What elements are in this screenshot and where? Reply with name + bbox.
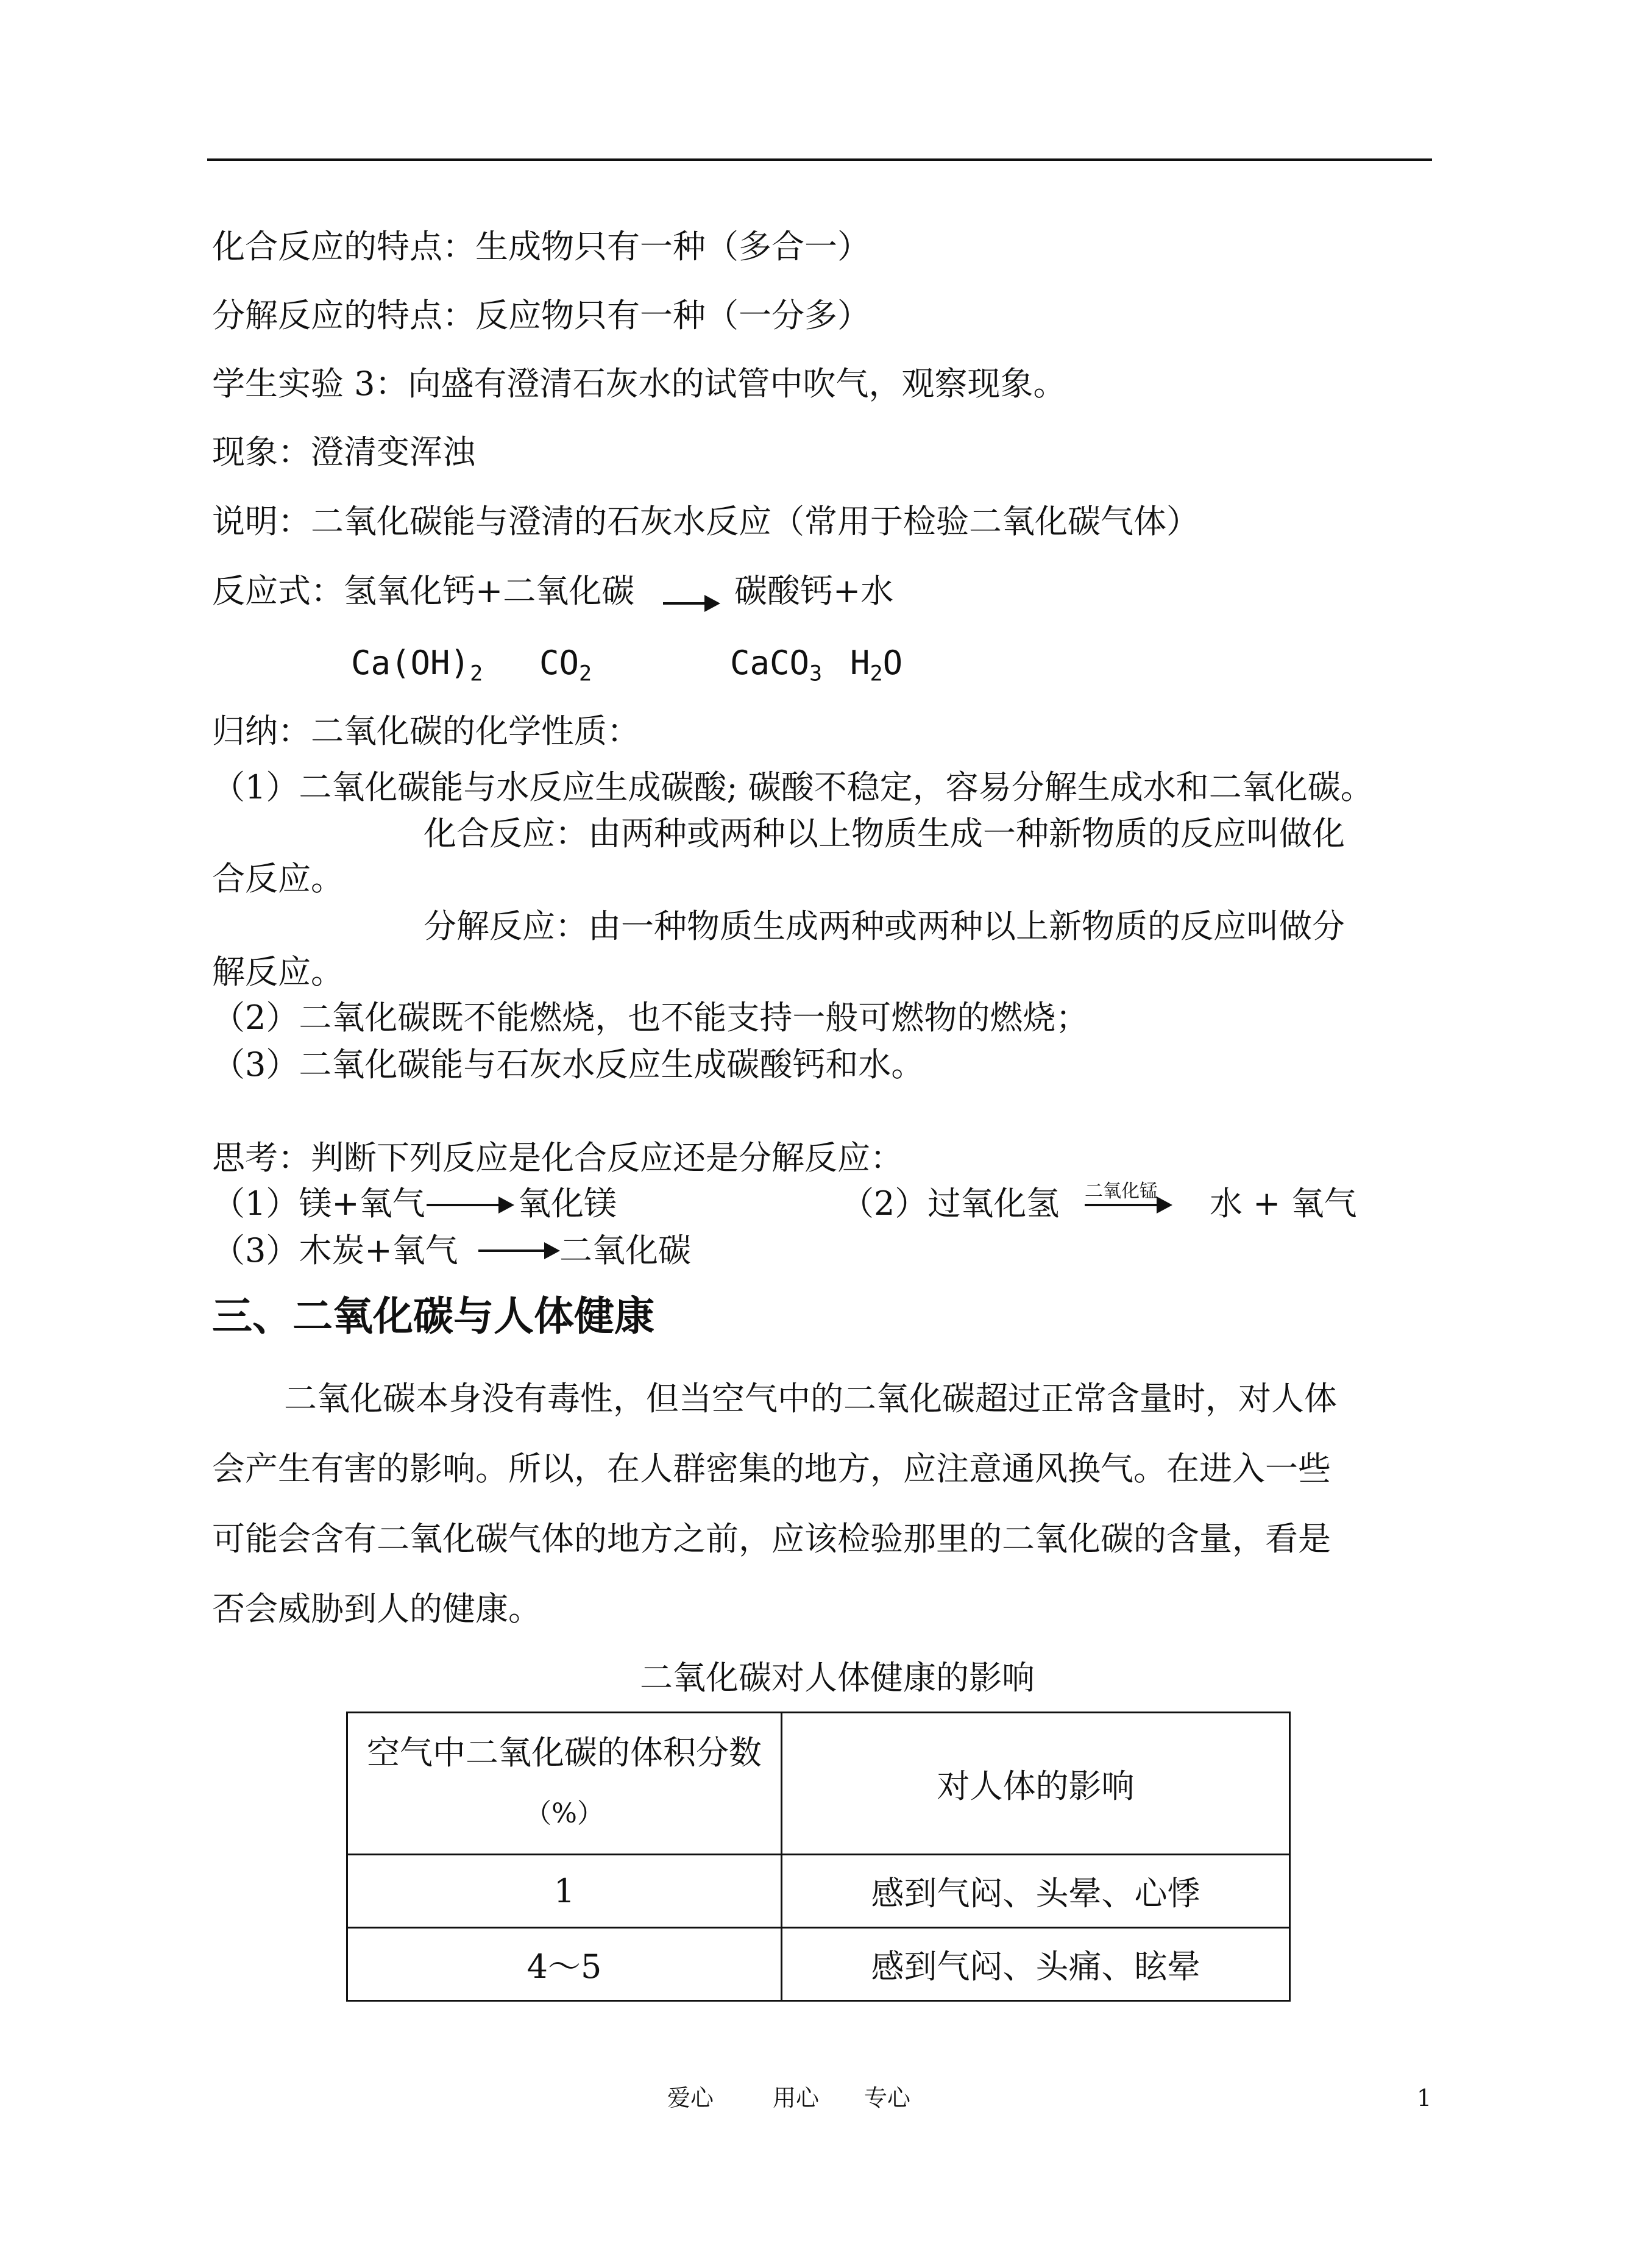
table-cell: 4～5 [347,1928,782,2001]
footer-right: 专心 [864,2085,911,2111]
reaction-1-left: （1）镁+氧气 [212,1184,425,1223]
text-line: 化合反应的特点：生成物只有一种（多合一） [212,227,870,266]
text-line: 化合反应：由两种或两种以上物质生成一种新物质的反应叫做化 [424,814,1345,853]
text-line: 思考：判断下列反应是化合反应还是分解反应： [212,1139,903,1177]
section-heading: 三、二氧化碳与人体健康 [212,1293,654,1340]
footer-middle: 用心 [773,2085,820,2111]
formula-h2o: $H_2O$ [850,644,903,686]
reaction-3-arrow-icon [478,1250,558,1252]
paragraph-line: 会产生有害的影响。所以，在人群密集的地方，应注意通风换气。在进入一些 [212,1449,1331,1488]
table-header-cell: 对人体的影响 [782,1713,1290,1855]
table-header-cell: 空气中二氧化碳的体积分数 （%） [347,1713,782,1855]
reaction-3-right: 二氧化碳 [559,1231,691,1270]
text-line: 归纳：二氧化碳的化学性质： [212,712,640,750]
reaction-2-arrow-icon [1085,1204,1170,1206]
table-row [347,1855,1290,1928]
text-line: 解反应。 [212,953,344,991]
footer-left: 爱心 [667,2085,714,2111]
reaction-arrow-icon [663,602,718,605]
text-line: （3）二氧化碳能与石灰水反应生成碳酸钙和水。 [212,1045,924,1084]
reaction-formula-right: 碳酸钙+水 [734,572,894,610]
header-rule [207,158,1432,161]
reaction-2-left: （2）过氧化氢 [841,1184,1060,1223]
reaction-3-left: （3）木炭+氧气 [212,1231,458,1270]
table-caption: 二氧化碳对人体健康的影响 [640,1658,1035,1697]
text-line: 说明：二氧化碳能与澄清的石灰水反应（常用于检验二氧化碳气体） [212,502,1199,541]
table-header-row [347,1713,1290,1855]
table-cell: 感到气闷、头晕、心悸 [782,1855,1290,1928]
text-line: 合反应。 [212,859,344,898]
text-line: 学生实验 3：向盛有澄清石灰水的试管中吹气，观察现象。 [212,364,1066,403]
table-cell: 1 [347,1855,782,1928]
text-line: （2）二氧化碳既不能燃烧，也不能支持一般可燃物的燃烧； [212,998,1089,1037]
reaction-2-catalyst: 二氧化锰 [1085,1181,1158,1202]
reaction-formula-left: 反应式：氢氧化钙+二氧化碳 [212,572,635,610]
text-line: （1）二氧化碳能与水反应生成碳酸; 碳酸不稳定，容易分解生成水和二氧化碳。 [212,768,1374,806]
reaction-1-right: 氧化镁 [518,1184,617,1223]
text-line: 现象：澄清变浑浊 [212,433,475,471]
formula-caco3: CaCO$_3$ [730,644,823,686]
health-effects-table [346,1712,1291,2002]
text-line: 分解反应的特点：反应物只有一种（一分多） [212,296,870,335]
reaction-2-right: 水 + 氧气 [1210,1184,1357,1223]
paragraph-line: 二氧化碳本身没有毒性，但当空气中的二氧化碳超过正常含量时，对人体 [284,1379,1337,1418]
text-line: 分解反应：由一种物质生成两种或两种以上新物质的反应叫做分 [424,907,1345,945]
formula-co2: $CO_2$ [539,644,592,686]
reaction-1-arrow-icon [427,1204,512,1206]
paragraph-line: 可能会含有二氧化碳气体的地方之前，应该检验那里的二氧化碳的含量，看是 [212,1520,1331,1558]
formula-caoh2: $Ca(OH)_2$ [351,644,483,686]
page-number: 1 [1417,2085,1432,2111]
table-row [347,1928,1290,2001]
paragraph-line: 否会威胁到人的健康。 [212,1590,541,1628]
table-cell: 感到气闷、头痛、眩晕 [782,1928,1290,2001]
